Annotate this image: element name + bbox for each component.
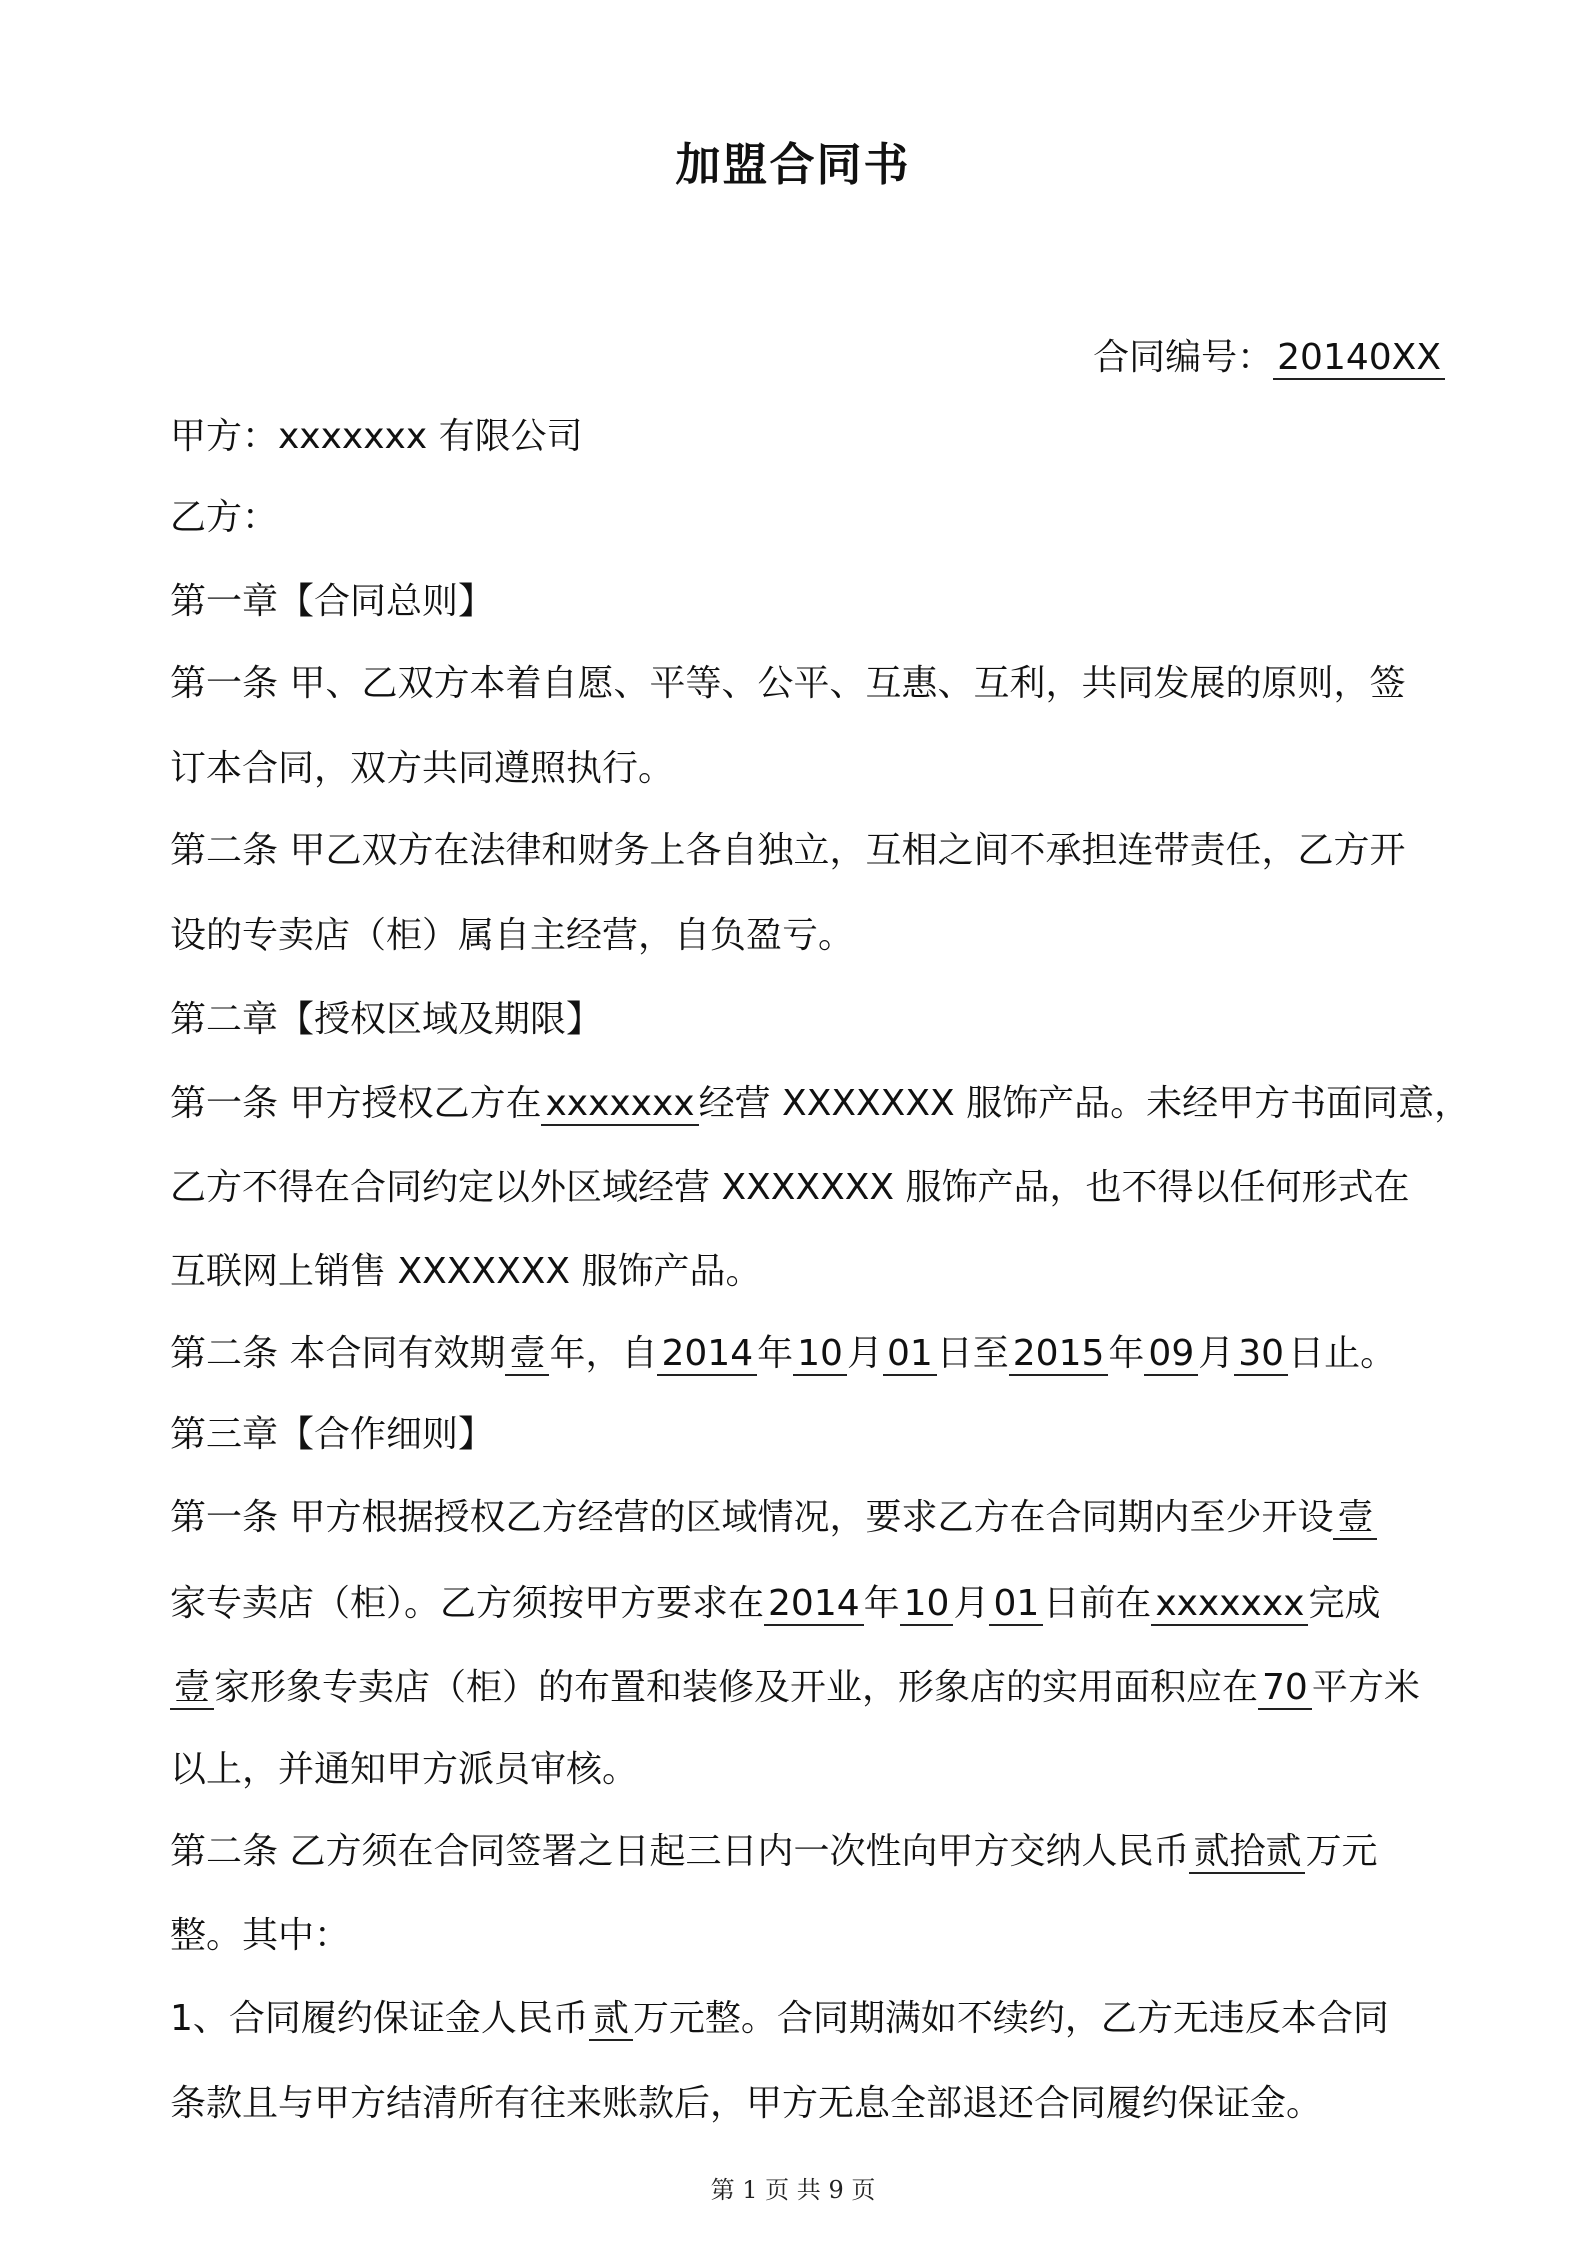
ch1-article-2-line-1: 第二条 甲乙双方在法律和财务上各自独立，互相之间不承担连带责任，乙方开 [170,830,1406,871]
ch3-article-1-line-3 [170,1664,1440,1712]
contract-number-value: 20140XX [1273,337,1445,380]
text: 日至 [936,1333,1009,1374]
party-b: 乙方： [170,497,279,538]
blank-start-month: 10 [793,1333,847,1376]
ch3-article-1-line-2 [170,1580,1440,1628]
text: 月 [953,1583,990,1624]
ch2-article-2 [170,1330,1440,1378]
text: 第二条 本合同有效期 [170,1333,506,1374]
party-a: 甲方：xxxxxxx 有限公司 [170,416,583,457]
text: 年 [863,1583,900,1624]
text: 1、合同履约保证金人民币 [170,1998,589,2039]
ch1-article-2-line-2: 设的专卖店（柜）属自主经营，自负盈亏。 [170,915,855,956]
blank-end-day: 30 [1234,1333,1288,1376]
text: 年 [757,1333,794,1374]
text: 年，自 [549,1333,658,1374]
ch3-article-2-line-1 [170,1828,1440,1876]
blank-location: xxxxxxx [1151,1583,1308,1626]
ch3-article-1-line-4: 以上，并通知甲方派员审核。 [170,1749,639,1790]
blank-term: 壹 [505,1333,549,1376]
text: 月 [1198,1333,1235,1374]
text: 万元 [1305,1831,1378,1872]
ch2-article-1-line-3: 互联网上销售 XXXXXXX 服饰产品。 [170,1251,762,1292]
text: 日止。 [1288,1333,1397,1374]
item-1-line-2: 条款且与甲方结清所有往来账款后，甲方无息全部退还合同履约保证金。 [170,2083,1323,2124]
text: 日前在 [1043,1583,1152,1624]
ch3-article-2-line-2: 整。其中： [170,1915,351,1956]
blank-region: xxxxxxx [541,1083,698,1126]
blank-store-count: 壹 [170,1667,214,1710]
blank-end-month: 09 [1144,1333,1198,1376]
text: 家形象专卖店（柜）的布置和装修及开业，形象店的实用面积应在 [214,1667,1259,1708]
blank-deposit: 贰 [589,1998,633,2041]
item-1-line-1 [170,1995,1440,2043]
chapter-2-heading: 第二章【授权区域及期限】 [170,999,603,1040]
ch1-article-1-line-2: 订本合同，双方共同遵照执行。 [170,748,675,789]
text: 完成 [1308,1583,1381,1624]
blank-month: 10 [900,1583,954,1626]
page-footer: 第 1 页 共 9 页 [710,2176,876,2204]
blank-day: 01 [989,1583,1043,1626]
blank-start-day: 01 [883,1333,937,1376]
blank-start-year: 2014 [657,1333,757,1376]
contract-number [1093,334,1445,382]
ch2-article-1-line-2: 乙方不得在合同约定以外区域经营 XXXXXXX 服饰产品，也不得以任何形式在 [170,1167,1410,1208]
ch3-article-1-line-1 [170,1494,1440,1542]
chapter-1-heading: 第一章【合同总则】 [170,581,495,622]
document-title: 加盟合同书 [675,138,911,191]
text: 第一条 甲方授权乙方在 [170,1083,542,1124]
blank-store-count: 壹 [1333,1497,1377,1540]
text: 月 [846,1333,883,1374]
text: 万元整。合同期满如不续约，乙方无违反本合同 [632,1998,1389,2039]
text: 经营 XXXXXXX 服饰产品。未经甲方书面同意， [698,1083,1471,1124]
chapter-3-heading: 第三章【合作细则】 [170,1414,495,1455]
contract-number-label: 合同编号： [1093,337,1274,378]
text: 第二条 乙方须在合同签署之日起三日内一次性向甲方交纳人民币 [170,1831,1190,1872]
blank-amount: 贰拾贰 [1189,1831,1305,1874]
text: 平方米 [1311,1667,1420,1708]
text: 年 [1108,1333,1145,1374]
text: 家专卖店（柜）。乙方须按甲方要求在 [170,1583,765,1624]
ch2-article-1-line-1 [170,1080,1471,1128]
blank-area: 70 [1258,1667,1312,1710]
blank-end-year: 2015 [1009,1333,1109,1376]
text: 第一条 甲方根据授权乙方经营的区域情况，要求乙方在合同期内至少开设 [170,1497,1334,1538]
blank-year: 2014 [764,1583,864,1626]
ch1-article-1-line-1: 第一条 甲、乙双方本着自愿、平等、公平、互惠、互利，共同发展的原则，签 [170,663,1406,704]
